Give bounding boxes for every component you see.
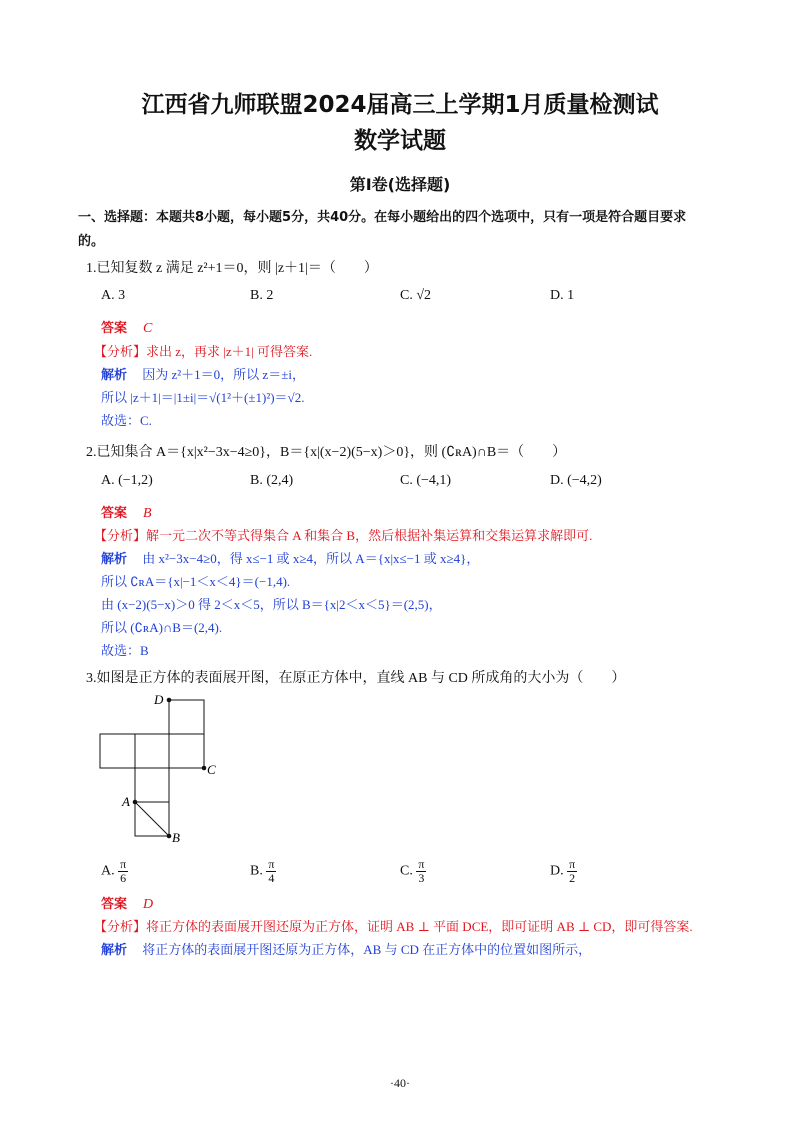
q2-answer-row xyxy=(101,502,152,522)
q2-answer-value: B xyxy=(143,506,152,521)
section-intro-line2: 的。 xyxy=(78,234,105,249)
page-number: ·40· xyxy=(390,1076,410,1090)
q1-option-c: C. √2 xyxy=(400,288,432,303)
q1-option-a: A. 3 xyxy=(101,288,126,303)
q1-stem: 1.已知复数 z 满足 z²+1＝0，则 |z＋1|＝（ ） xyxy=(86,261,378,276)
segment-ab xyxy=(135,802,169,836)
q2-stem: 2.已知集合 A＝{x|x²−3x−4≥0}，B＝{x|(x−2)(5−x)＞0}，则 (∁ʀA)∩B＝（ ） xyxy=(86,445,567,460)
point-c xyxy=(202,766,207,771)
section-intro-line1: 一、选择题：本题共8小题，每小题5分，共40分。在每小题给出的四个选项中，只有一项是符合题目要求 xyxy=(78,210,687,225)
q3-answer-row xyxy=(101,893,153,913)
q1-analysis xyxy=(94,341,312,360)
q2-solution-line5: 故选：B xyxy=(101,643,149,658)
part-heading: 第I卷(选择题) xyxy=(349,175,451,194)
q2-analysis-text: 解一元二次不等式得集合 A 和集合 B，然后根据补集运算和交集运算求解即可. xyxy=(146,528,593,543)
label-a: A xyxy=(122,794,130,809)
label-c: C xyxy=(207,762,216,777)
q3-solution-line1: 将正方体的表面展开图还原为正方体，AB 与 CD 在正方体中的位置如图所示， xyxy=(142,942,592,957)
net-face-top xyxy=(169,700,204,734)
q1-option-b: B. 2 xyxy=(250,288,274,303)
q3-option-a-num: π xyxy=(120,857,127,871)
net-face-lower-1 xyxy=(135,768,169,802)
q1-answer-value: C xyxy=(143,321,153,336)
q1-solution-label: 解析 xyxy=(101,368,128,383)
paper-title-line1: 江西省九师联盟2024届高三上学期1月质量检测试 xyxy=(141,92,659,118)
q3-option-d-den: 2 xyxy=(569,871,576,885)
q3-option-b-den: 4 xyxy=(268,871,275,885)
q2-option-a: A. (−1,2) xyxy=(101,473,153,488)
q2-analysis-tag: 【分析】 xyxy=(94,528,147,543)
q1-solution-line1-row xyxy=(101,364,305,383)
q3-analysis-text: 将正方体的表面展开图还原为正方体，证明 AB ⊥ 平面 DCE，即可证明 AB ⊥ CD，即可得答案. xyxy=(146,919,693,934)
q2-solution-line4: 所以 (∁ʀA)∩B＝(2,4). xyxy=(101,620,223,635)
q3-analysis xyxy=(94,916,693,935)
q3-stem: 3.如图是正方体的表面展开图，在原正方体中，直线 AB 与 CD 所成角的大小为（ ） xyxy=(86,671,626,686)
q1-solution-line1: 因为 z²＋1＝0，所以 z＝±i， xyxy=(142,367,305,382)
q2-solution-label: 解析 xyxy=(101,552,128,567)
cube-net-figure xyxy=(90,690,230,850)
q3-answer-label: 答案 xyxy=(101,897,128,912)
q3-option-c-letter: C. xyxy=(400,863,413,879)
net-face-row-3 xyxy=(169,734,204,768)
q1-solution-line2: 所以 |z＋1|＝|1±i|＝√(1²＋(±1)²)＝√2. xyxy=(101,390,305,405)
q2-option-b: B. (2,4) xyxy=(250,473,294,488)
q1-analysis-text: 求出 z，再求 |z＋1| 可得答案. xyxy=(146,344,313,359)
q2-solution-line3: 由 (x−2)(5−x)＞0 得 2＜x＜5，所以 B＝{x|2＜x＜5}＝(2,5)， xyxy=(101,597,442,612)
q3-option-b xyxy=(250,858,276,885)
q3-analysis-tag: 【分析】 xyxy=(94,919,147,934)
q3-option-a-letter: A. xyxy=(101,863,115,879)
label-b: B xyxy=(172,830,180,845)
q3-option-c-den: 3 xyxy=(418,871,425,885)
q2-solution-line1: 由 x²−3x−4≥0，得 x≤−1 或 x≥4，所以 A＝{x|x≤−1 或 x≥4}， xyxy=(142,551,480,566)
point-d xyxy=(167,698,172,703)
point-a xyxy=(133,800,138,805)
q1-solution-line3: 故选：C. xyxy=(101,413,152,428)
q3-option-c-num: π xyxy=(418,857,425,871)
q3-option-c xyxy=(400,858,426,885)
q2-analysis xyxy=(94,525,592,544)
q1-answer-label: 答案 xyxy=(101,321,128,336)
q3-option-d xyxy=(550,858,577,885)
paper-title-line2: 数学试题 xyxy=(354,128,446,154)
q3-solution-label: 解析 xyxy=(101,943,128,958)
q2-solution-line2: 所以 ∁ʀA＝{x|−1＜x＜4}＝(−1,4). xyxy=(101,574,291,589)
q2-answer-label: 答案 xyxy=(101,506,128,521)
q1-analysis-tag: 【分析】 xyxy=(94,344,147,359)
q3-option-b-letter: B. xyxy=(250,863,263,879)
label-d: D xyxy=(154,692,164,707)
q2-option-d: D. (−4,2) xyxy=(550,473,602,488)
q3-answer-value: D xyxy=(143,897,154,912)
q3-solution-line1-row xyxy=(101,939,591,958)
point-b xyxy=(167,834,172,839)
net-face-row-1 xyxy=(100,734,135,768)
q3-option-d-letter: D. xyxy=(550,863,564,879)
q3-option-a xyxy=(101,858,128,885)
q2-solution-line1-row xyxy=(101,548,479,567)
q1-answer-row xyxy=(101,317,152,337)
q2-option-c: C. (−4,1) xyxy=(400,473,452,488)
net-face-row-2 xyxy=(135,734,169,768)
q3-option-b-num: π xyxy=(268,857,275,871)
q3-option-d-num: π xyxy=(569,857,576,871)
q3-option-a-den: 6 xyxy=(120,871,127,885)
q1-option-d: D. 1 xyxy=(550,288,575,303)
